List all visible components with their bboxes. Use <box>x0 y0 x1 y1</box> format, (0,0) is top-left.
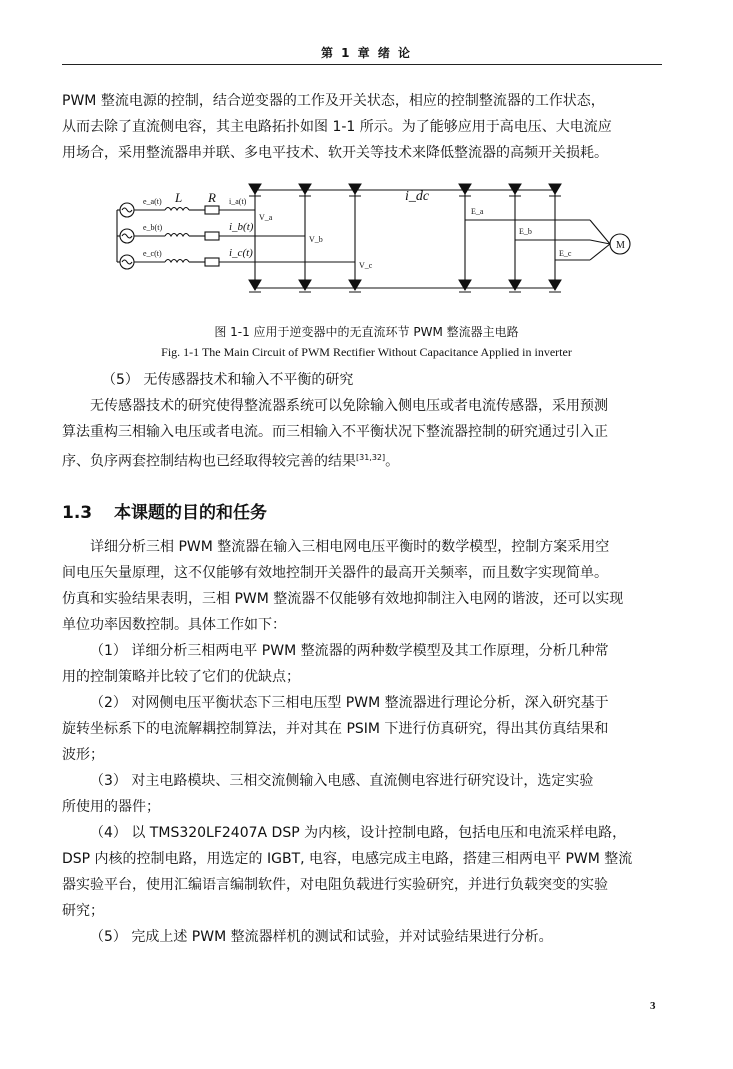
text-fragment: 。 <box>385 453 400 470</box>
label-Vc: V_c <box>359 261 373 270</box>
text-line: 详细分析三相 PWM 整流器在输入三相电网电压平衡时的数学模型，控制方案采用空 <box>90 539 610 555</box>
text-line: 单位功率因数控制。具体工作如下： <box>62 617 286 633</box>
switch-icon <box>509 280 521 292</box>
switch-icon <box>459 280 471 292</box>
label-Eb: E_b <box>519 227 532 236</box>
citation: [31,32] <box>356 453 386 462</box>
figure-caption-cn: 图 1-1 应用于逆变器中的无直流环节 PWM 整流器主电路 <box>214 325 519 339</box>
text-line: （4） 以 TMS320LF2407A DSP 为内核，设计控制电路，包括电压和电流采样电路， <box>90 825 627 841</box>
text-line: 所使用的器件； <box>62 799 160 815</box>
switch-icon <box>349 280 361 292</box>
text-line: （3） 对主电路模块、三相交流侧输入电感、直流侧电容进行研究设计，选定实验 <box>90 773 594 789</box>
text-line: 旋转坐标系下的电流解耦控制算法，并对其在 PSIM 下进行仿真研究，得出其仿真结果和 <box>62 721 609 737</box>
label-eb: e_b(t) <box>143 223 163 232</box>
text-line: 间电压矢量原理，这不仅能够有效地控制开关器件的最高开关频率，而且数字实现简单。 <box>62 565 608 581</box>
section-heading <box>62 498 662 523</box>
text-line: DSP 内核的控制电路，用选定的 IGBT, 电容，电感完成主电路，搭建三相两电平 PWM 整流 <box>62 851 633 867</box>
text-line: （2） 对网侧电压平衡状态下三相电压型 PWM 整流器进行理论分析，深入研究基于 <box>90 695 609 711</box>
label-idc: i_dc <box>405 189 430 204</box>
label-R: R <box>208 190 216 205</box>
purpose-paragraph <box>62 534 662 638</box>
label-Ea: E_a <box>471 207 484 216</box>
text-fragment: 序、负序两套控制结构也已经取得较完善的结果 <box>62 453 356 470</box>
label-L: L <box>175 190 183 205</box>
intro-paragraph <box>62 88 662 166</box>
running-header: 第 1 章 绪 论 <box>320 46 413 60</box>
text-line: 波形； <box>62 747 104 763</box>
label-ea: e_a(t) <box>143 197 162 206</box>
label-ib: i_b(t) <box>229 221 254 233</box>
item-5-paragraph <box>62 393 662 475</box>
text-line: 研究； <box>62 903 104 919</box>
label-Vb: V_b <box>309 235 323 244</box>
text-line: 仿真和实验结果表明，三相 PWM 整流器不仅能够有效地抑制注入电网的谐波，还可以实现 <box>62 591 624 607</box>
circuit-diagram <box>115 180 635 300</box>
text-line: 从而去除了直流侧电容，其主电路拓扑如图 1-1 所示。为了能够应用于高电压、大电流应 <box>62 119 612 135</box>
text-line: （1） 详细分析三相两电平 PWM 整流器的两种数学模型及其工作原理，分析几种常 <box>90 643 609 659</box>
label-Ec: E_c <box>559 249 572 258</box>
text-line <box>62 445 662 475</box>
section-number: 1.3 <box>62 503 93 523</box>
task-list <box>62 638 662 950</box>
text-line: 用场合，采用整流器串并联、多电平技术、软开关等技术来降低整流器的高频开关损耗。 <box>62 145 608 161</box>
label-ec: e_c(t) <box>143 249 162 258</box>
page-number: 3 <box>650 1000 656 1012</box>
text-line: 器实验平台，使用汇编语言编制软件，对电阻负载进行实验研究，并进行负载突变的实验 <box>62 877 608 893</box>
text-line: 无传感器技术的研究使得整流器系统可以免除输入侧电压或者电流传感器，采用预测 <box>90 398 608 414</box>
item-5-title: （5） 无传感器技术和输入不平衡的研究 <box>102 372 354 388</box>
text-line: （5） 完成上述 PWM 整流器样机的测试和试验，并对试验结果进行分析。 <box>90 929 553 945</box>
text-line: 算法重构三相输入电压或者电流。而三相输入不平衡状况下整流器控制的研究通过引入正 <box>62 424 608 440</box>
label-ia: i_a(t) <box>229 197 247 206</box>
label-Va: V_a <box>259 213 273 222</box>
text-line: 用的控制策略并比较了它们的优缺点； <box>62 669 300 685</box>
label-motor: M <box>616 240 625 251</box>
header-rule <box>62 64 662 65</box>
figure-caption-en: Fig. 1-1 The Main Circuit of PWM Rectifier Without Capacitance Applied in inverter <box>161 345 572 359</box>
label-ic: i_c(t) <box>229 247 253 259</box>
switch-icon <box>249 280 261 292</box>
section-title: 本课题的目的和任务 <box>114 503 267 523</box>
switch-icon <box>549 280 561 292</box>
switch-icon <box>299 280 311 292</box>
text-line: PWM 整流电源的控制，结合逆变器的工作及开关状态，相应的控制整流器的工作状态， <box>62 93 605 109</box>
